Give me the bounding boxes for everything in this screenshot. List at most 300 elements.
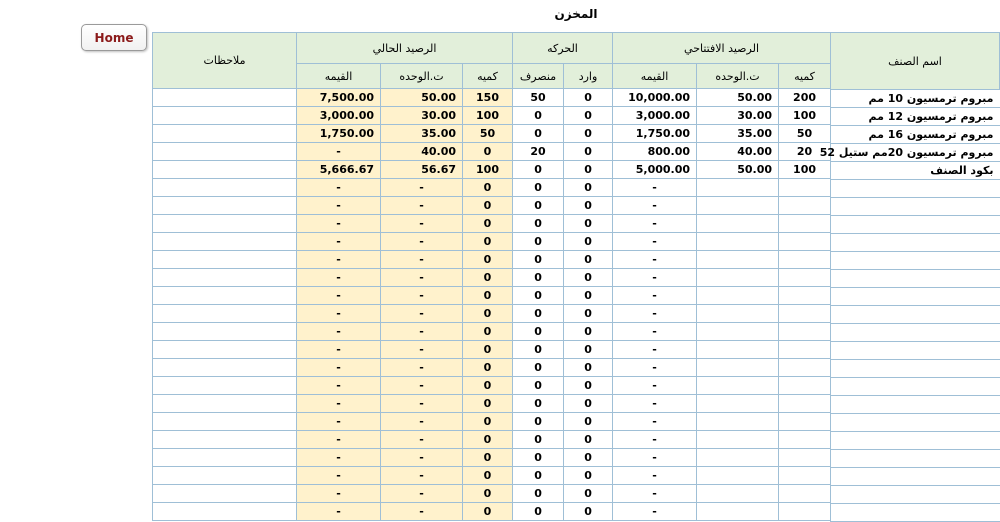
out-cell[interactable]: 0 <box>513 251 564 269</box>
notes-header: ملاحظات <box>153 33 297 89</box>
opening-unit-price-cell[interactable] <box>697 413 779 431</box>
out-cell[interactable]: 0 <box>513 197 564 215</box>
current-unit-price-cell[interactable]: - <box>381 251 463 269</box>
current-value-cell[interactable]: - <box>297 287 381 305</box>
item-name-cell[interactable] <box>831 450 1000 468</box>
notes-cell[interactable] <box>153 395 297 413</box>
current-qty-cell[interactable]: 0 <box>463 341 513 359</box>
table-row <box>153 107 831 125</box>
table-row <box>153 359 831 377</box>
item-name-row <box>831 90 1000 108</box>
opening-value-cell[interactable]: 10,000.00 <box>613 89 697 107</box>
in-cell[interactable]: 0 <box>564 413 613 431</box>
notes-cell[interactable] <box>153 467 297 485</box>
in-cell[interactable]: 0 <box>564 287 613 305</box>
out-cell[interactable]: 20 <box>513 143 564 161</box>
in-cell[interactable]: 0 <box>564 503 613 521</box>
opening-qty-cell[interactable] <box>779 233 831 251</box>
out-cell[interactable]: 0 <box>513 323 564 341</box>
notes-cell[interactable] <box>153 323 297 341</box>
current-unit-price-cell[interactable]: 30.00 <box>381 107 463 125</box>
item-name-cell[interactable] <box>831 252 1000 270</box>
opening-qty-cell[interactable] <box>779 449 831 467</box>
opening-qty-header: كميه <box>779 64 831 89</box>
out-cell[interactable]: 0 <box>513 233 564 251</box>
current-qty-cell[interactable]: 0 <box>463 215 513 233</box>
item-name-row <box>831 108 1000 126</box>
current-value-cell[interactable]: - <box>297 323 381 341</box>
current-value-cell[interactable]: - <box>297 449 381 467</box>
current-balance-header: الرصيد الحالي <box>297 33 513 64</box>
item-name-row <box>831 234 1000 252</box>
current-value-cell[interactable]: - <box>297 413 381 431</box>
in-cell[interactable]: 0 <box>564 449 613 467</box>
opening-unit-price-cell[interactable]: 50.00 <box>697 161 779 179</box>
current-unit-price-cell[interactable]: - <box>381 287 463 305</box>
item-name-cell[interactable] <box>831 468 1000 486</box>
table-row <box>153 233 831 251</box>
opening-qty-cell[interactable] <box>779 341 831 359</box>
item-name-row <box>831 144 1000 162</box>
current-value-cell[interactable]: - <box>297 359 381 377</box>
opening-value-cell[interactable]: 3,000.00 <box>613 107 697 125</box>
out-cell[interactable]: 0 <box>513 125 564 143</box>
opening-value-cell[interactable]: - <box>613 485 697 503</box>
in-cell[interactable]: 0 <box>564 251 613 269</box>
in-cell[interactable]: 0 <box>564 431 613 449</box>
item-name-cell[interactable] <box>831 306 1000 324</box>
table-row <box>153 161 831 179</box>
current-value-cell[interactable]: 5,666.67 <box>297 161 381 179</box>
current-value-cell[interactable]: - <box>297 143 381 161</box>
opening-unit-price-cell[interactable] <box>697 233 779 251</box>
notes-cell[interactable] <box>153 161 297 179</box>
notes-cell[interactable] <box>153 233 297 251</box>
opening-unit-price-cell[interactable] <box>697 467 779 485</box>
item-name-row <box>831 216 1000 234</box>
item-name-row <box>831 324 1000 342</box>
opening-value-cell[interactable]: - <box>613 503 697 521</box>
item-name-row <box>831 414 1000 432</box>
table-row <box>153 449 831 467</box>
item-name-cell[interactable] <box>831 378 1000 396</box>
table-row <box>153 413 831 431</box>
in-cell[interactable]: 0 <box>564 125 613 143</box>
current-unit-price-cell[interactable]: - <box>381 269 463 287</box>
current-unit-price-header: ت.الوحده <box>381 64 463 89</box>
item-name-row <box>831 252 1000 270</box>
opening-value-cell[interactable]: - <box>613 305 697 323</box>
opening-value-cell[interactable]: - <box>613 179 697 197</box>
item-name-cell[interactable] <box>831 216 1000 234</box>
current-qty-cell[interactable]: 0 <box>463 143 513 161</box>
in-cell[interactable]: 0 <box>564 161 613 179</box>
out-header: منصرف <box>513 64 564 89</box>
opening-value-cell[interactable]: - <box>613 449 697 467</box>
table-row <box>153 431 831 449</box>
opening-value-cell[interactable]: - <box>613 413 697 431</box>
item-name-cell[interactable]: مبروم ترمسيون 12 مم <box>831 108 1000 126</box>
current-unit-price-cell[interactable]: - <box>381 179 463 197</box>
opening-unit-price-cell[interactable] <box>697 287 779 305</box>
table-row <box>153 197 831 215</box>
opening-unit-price-cell[interactable]: 30.00 <box>697 107 779 125</box>
opening-value-cell[interactable]: 800.00 <box>613 143 697 161</box>
inventory-table <box>152 32 831 521</box>
item-name-cell[interactable] <box>831 486 1000 504</box>
current-unit-price-cell[interactable]: - <box>381 305 463 323</box>
opening-value-cell[interactable]: - <box>613 341 697 359</box>
notes-cell[interactable] <box>153 269 297 287</box>
out-cell[interactable]: 0 <box>513 359 564 377</box>
current-unit-price-cell[interactable]: - <box>381 377 463 395</box>
home-button[interactable]: Home <box>81 24 147 51</box>
current-value-cell[interactable]: 3,000.00 <box>297 107 381 125</box>
current-value-cell[interactable]: - <box>297 431 381 449</box>
out-cell[interactable]: 0 <box>513 107 564 125</box>
current-value-cell[interactable]: - <box>297 305 381 323</box>
opening-unit-price-cell[interactable] <box>697 179 779 197</box>
in-cell[interactable]: 0 <box>564 233 613 251</box>
in-cell[interactable]: 0 <box>564 377 613 395</box>
out-cell[interactable]: 0 <box>513 215 564 233</box>
item-name-row <box>831 180 1000 198</box>
table-row <box>153 215 831 233</box>
current-qty-cell[interactable]: 50 <box>463 125 513 143</box>
current-unit-price-cell[interactable]: 40.00 <box>381 143 463 161</box>
notes-cell[interactable] <box>153 485 297 503</box>
current-qty-cell[interactable]: 0 <box>463 233 513 251</box>
current-unit-price-cell[interactable]: - <box>381 413 463 431</box>
notes-cell[interactable] <box>153 413 297 431</box>
current-unit-price-cell[interactable]: - <box>381 467 463 485</box>
current-qty-cell[interactable]: 0 <box>463 395 513 413</box>
item-name-cell[interactable] <box>831 288 1000 306</box>
item-name-row <box>831 486 1000 504</box>
out-cell[interactable]: 0 <box>513 179 564 197</box>
in-cell[interactable]: 0 <box>564 179 613 197</box>
current-unit-price-cell[interactable]: - <box>381 341 463 359</box>
item-name-cell[interactable] <box>831 414 1000 432</box>
in-cell[interactable]: 0 <box>564 215 613 233</box>
in-cell[interactable]: 0 <box>564 143 613 161</box>
current-unit-price-cell[interactable]: 56.67 <box>381 161 463 179</box>
opening-qty-cell[interactable] <box>779 467 831 485</box>
opening-value-cell[interactable]: - <box>613 323 697 341</box>
current-qty-cell[interactable]: 150 <box>463 89 513 107</box>
item-name-row <box>831 450 1000 468</box>
opening-qty-cell[interactable] <box>779 413 831 431</box>
table-row <box>153 143 831 161</box>
item-name-cell[interactable] <box>831 234 1000 252</box>
in-cell[interactable]: 0 <box>564 485 613 503</box>
opening-unit-price-cell[interactable] <box>697 431 779 449</box>
current-unit-price-cell[interactable]: - <box>381 503 463 521</box>
table-row <box>153 485 831 503</box>
notes-cell[interactable] <box>153 125 297 143</box>
opening-unit-price-cell[interactable] <box>697 323 779 341</box>
table-row <box>153 251 831 269</box>
notes-cell[interactable] <box>153 197 297 215</box>
out-cell[interactable]: 0 <box>513 431 564 449</box>
out-cell[interactable]: 0 <box>513 287 564 305</box>
current-unit-price-cell[interactable]: - <box>381 431 463 449</box>
opening-value-cell[interactable]: - <box>613 467 697 485</box>
current-unit-price-cell[interactable]: - <box>381 233 463 251</box>
in-cell[interactable]: 0 <box>564 269 613 287</box>
current-qty-cell[interactable]: 0 <box>463 197 513 215</box>
in-cell[interactable]: 0 <box>564 197 613 215</box>
notes-cell[interactable] <box>153 377 297 395</box>
current-value-cell[interactable]: - <box>297 467 381 485</box>
current-value-cell[interactable]: - <box>297 197 381 215</box>
item-name-row <box>831 162 1000 180</box>
out-cell[interactable]: 0 <box>513 413 564 431</box>
notes-cell[interactable] <box>153 341 297 359</box>
current-unit-price-cell[interactable]: - <box>381 215 463 233</box>
opening-qty-cell[interactable]: 200 <box>779 89 831 107</box>
current-qty-cell[interactable]: 0 <box>463 287 513 305</box>
current-unit-price-cell[interactable]: - <box>381 395 463 413</box>
notes-cell[interactable] <box>153 179 297 197</box>
current-value-cell[interactable]: - <box>297 179 381 197</box>
item-name-row <box>831 342 1000 360</box>
current-qty-header: كميه <box>463 64 513 89</box>
out-cell[interactable]: 0 <box>513 503 564 521</box>
table-row <box>153 341 831 359</box>
opening-qty-cell[interactable] <box>779 305 831 323</box>
item-name-cell[interactable] <box>831 432 1000 450</box>
current-qty-cell[interactable]: 0 <box>463 305 513 323</box>
current-value-cell[interactable]: - <box>297 233 381 251</box>
item-name-row <box>831 396 1000 414</box>
out-cell[interactable]: 0 <box>513 377 564 395</box>
notes-cell[interactable] <box>153 449 297 467</box>
current-qty-cell[interactable]: 0 <box>463 485 513 503</box>
item-name-cell[interactable] <box>831 504 1000 522</box>
out-cell[interactable]: 0 <box>513 467 564 485</box>
item-name-row <box>831 306 1000 324</box>
current-qty-cell[interactable]: 0 <box>463 503 513 521</box>
table-row <box>153 503 831 521</box>
out-cell[interactable]: 0 <box>513 161 564 179</box>
opening-unit-price-cell[interactable] <box>697 359 779 377</box>
opening-value-cell[interactable]: - <box>613 377 697 395</box>
opening-unit-price-cell[interactable] <box>697 197 779 215</box>
notes-cell[interactable] <box>153 215 297 233</box>
in-cell[interactable]: 0 <box>564 323 613 341</box>
out-cell[interactable]: 50 <box>513 89 564 107</box>
current-unit-price-cell[interactable]: - <box>381 197 463 215</box>
notes-cell[interactable] <box>153 89 297 107</box>
item-name-cell[interactable] <box>831 270 1000 288</box>
opening-qty-cell[interactable]: 50 <box>779 125 831 143</box>
item-name-cell[interactable]: مبروم ترمسيون 10 مم <box>831 90 1000 108</box>
opening-qty-cell[interactable] <box>779 323 831 341</box>
in-cell[interactable]: 0 <box>564 305 613 323</box>
opening-value-header: القيمه <box>613 64 697 89</box>
opening-unit-price-cell[interactable] <box>697 503 779 521</box>
opening-qty-cell[interactable] <box>779 197 831 215</box>
item-name-row <box>831 504 1000 522</box>
table-row <box>153 395 831 413</box>
opening-unit-price-cell[interactable] <box>697 485 779 503</box>
table-row <box>153 89 831 107</box>
item-name-header: اسم الصنف <box>831 33 1000 90</box>
current-unit-price-cell[interactable]: - <box>381 359 463 377</box>
in-cell[interactable]: 0 <box>564 395 613 413</box>
opening-unit-price-header: ت.الوحده <box>697 64 779 89</box>
opening-value-cell[interactable]: - <box>613 359 697 377</box>
current-qty-cell[interactable]: 0 <box>463 413 513 431</box>
item-name-row <box>831 468 1000 486</box>
opening-unit-price-cell[interactable] <box>697 269 779 287</box>
opening-value-cell[interactable]: - <box>613 215 697 233</box>
opening-value-cell[interactable]: - <box>613 269 697 287</box>
current-qty-cell[interactable]: 0 <box>463 359 513 377</box>
opening-qty-cell[interactable] <box>779 377 831 395</box>
opening-qty-cell[interactable] <box>779 485 831 503</box>
opening-qty-cell[interactable] <box>779 503 831 521</box>
current-value-cell[interactable]: 7,500.00 <box>297 89 381 107</box>
out-cell[interactable]: 0 <box>513 485 564 503</box>
out-cell[interactable]: 0 <box>513 395 564 413</box>
opening-unit-price-cell[interactable]: 40.00 <box>697 143 779 161</box>
item-name-cell[interactable] <box>831 324 1000 342</box>
item-name-cell[interactable]: بكود الصنف <box>831 162 1000 180</box>
opening-value-cell[interactable]: 5,000.00 <box>613 161 697 179</box>
in-cell[interactable]: 0 <box>564 341 613 359</box>
opening-qty-cell[interactable] <box>779 395 831 413</box>
current-qty-cell[interactable]: 0 <box>463 179 513 197</box>
opening-value-cell[interactable]: - <box>613 287 697 305</box>
current-value-cell[interactable]: - <box>297 251 381 269</box>
item-name-cell[interactable] <box>831 396 1000 414</box>
table-row <box>153 377 831 395</box>
item-name-row <box>831 378 1000 396</box>
item-name-row <box>831 198 1000 216</box>
notes-cell[interactable] <box>153 359 297 377</box>
out-cell[interactable]: 0 <box>513 269 564 287</box>
table-row <box>153 287 831 305</box>
notes-cell[interactable] <box>153 143 297 161</box>
opening-qty-cell[interactable] <box>779 269 831 287</box>
current-value-cell[interactable]: 1,750.00 <box>297 125 381 143</box>
opening-unit-price-cell[interactable] <box>697 395 779 413</box>
notes-cell[interactable] <box>153 251 297 269</box>
current-value-cell[interactable]: - <box>297 485 381 503</box>
in-cell[interactable]: 0 <box>564 467 613 485</box>
opening-unit-price-cell[interactable]: 50.00 <box>697 89 779 107</box>
item-name-cell[interactable]: مبروم ترمسيون 20مم ستيل 52 <box>831 144 1000 162</box>
opening-unit-price-cell[interactable] <box>697 377 779 395</box>
opening-unit-price-cell[interactable] <box>697 251 779 269</box>
notes-cell[interactable] <box>153 287 297 305</box>
current-unit-price-cell[interactable]: 35.00 <box>381 125 463 143</box>
out-cell[interactable]: 0 <box>513 341 564 359</box>
current-qty-cell[interactable]: 100 <box>463 107 513 125</box>
opening-unit-price-cell[interactable] <box>697 341 779 359</box>
store-title: المخزن <box>554 7 598 21</box>
table-row <box>153 467 831 485</box>
notes-cell[interactable] <box>153 107 297 125</box>
current-unit-price-cell[interactable]: - <box>381 449 463 467</box>
item-name-cell[interactable] <box>831 360 1000 378</box>
notes-cell[interactable] <box>153 503 297 521</box>
in-cell[interactable]: 0 <box>564 359 613 377</box>
current-qty-cell[interactable]: 0 <box>463 431 513 449</box>
item-name-cell[interactable] <box>831 342 1000 360</box>
current-qty-cell[interactable]: 0 <box>463 377 513 395</box>
opening-qty-cell[interactable]: 100 <box>779 107 831 125</box>
table-row <box>153 125 831 143</box>
opening-qty-cell[interactable] <box>779 215 831 233</box>
opening-qty-cell[interactable]: 100 <box>779 161 831 179</box>
table-row <box>153 305 831 323</box>
current-qty-cell[interactable]: 100 <box>463 161 513 179</box>
item-name-cell[interactable] <box>831 180 1000 198</box>
current-value-cell[interactable]: - <box>297 341 381 359</box>
in-cell[interactable]: 0 <box>564 89 613 107</box>
item-name-row <box>831 288 1000 306</box>
current-qty-cell[interactable]: 0 <box>463 449 513 467</box>
opening-qty-cell[interactable] <box>779 431 831 449</box>
opening-value-cell[interactable]: - <box>613 395 697 413</box>
current-qty-cell[interactable]: 0 <box>463 251 513 269</box>
opening-unit-price-cell[interactable] <box>697 305 779 323</box>
current-value-cell[interactable]: - <box>297 269 381 287</box>
opening-value-cell[interactable]: - <box>613 197 697 215</box>
opening-qty-cell[interactable] <box>779 287 831 305</box>
opening-qty-cell[interactable] <box>779 179 831 197</box>
notes-cell[interactable] <box>153 305 297 323</box>
out-cell[interactable]: 0 <box>513 449 564 467</box>
current-qty-cell[interactable]: 0 <box>463 467 513 485</box>
opening-qty-cell[interactable] <box>779 359 831 377</box>
opening-value-cell[interactable]: - <box>613 431 697 449</box>
in-cell[interactable]: 0 <box>564 107 613 125</box>
opening-unit-price-cell[interactable]: 35.00 <box>697 125 779 143</box>
item-names-table <box>819 32 1000 522</box>
opening-qty-cell[interactable] <box>779 251 831 269</box>
opening-unit-price-cell[interactable] <box>697 215 779 233</box>
current-value-cell[interactable]: - <box>297 395 381 413</box>
current-qty-cell[interactable]: 0 <box>463 323 513 341</box>
item-name-cell[interactable]: مبروم ترمسيون 16 مم <box>831 126 1000 144</box>
table-row <box>153 179 831 197</box>
current-value-cell[interactable]: - <box>297 377 381 395</box>
current-qty-cell[interactable]: 0 <box>463 269 513 287</box>
item-name-cell[interactable] <box>831 198 1000 216</box>
current-value-cell[interactable]: - <box>297 503 381 521</box>
current-unit-price-cell[interactable]: 50.00 <box>381 89 463 107</box>
out-cell[interactable]: 0 <box>513 305 564 323</box>
current-unit-price-cell[interactable]: - <box>381 485 463 503</box>
opening-unit-price-cell[interactable] <box>697 449 779 467</box>
movement-header: الحركه <box>513 33 613 64</box>
opening-value-cell[interactable]: - <box>613 251 697 269</box>
current-unit-price-cell[interactable]: - <box>381 323 463 341</box>
opening-qty-cell[interactable]: 20 <box>779 143 831 161</box>
opening-value-cell[interactable]: - <box>613 233 697 251</box>
opening-value-cell[interactable]: 1,750.00 <box>613 125 697 143</box>
in-header: وارد <box>564 64 613 89</box>
item-name-row <box>831 432 1000 450</box>
current-value-cell[interactable]: - <box>297 215 381 233</box>
item-name-row <box>831 270 1000 288</box>
notes-cell[interactable] <box>153 431 297 449</box>
current-value-header: القيمه <box>297 64 381 89</box>
